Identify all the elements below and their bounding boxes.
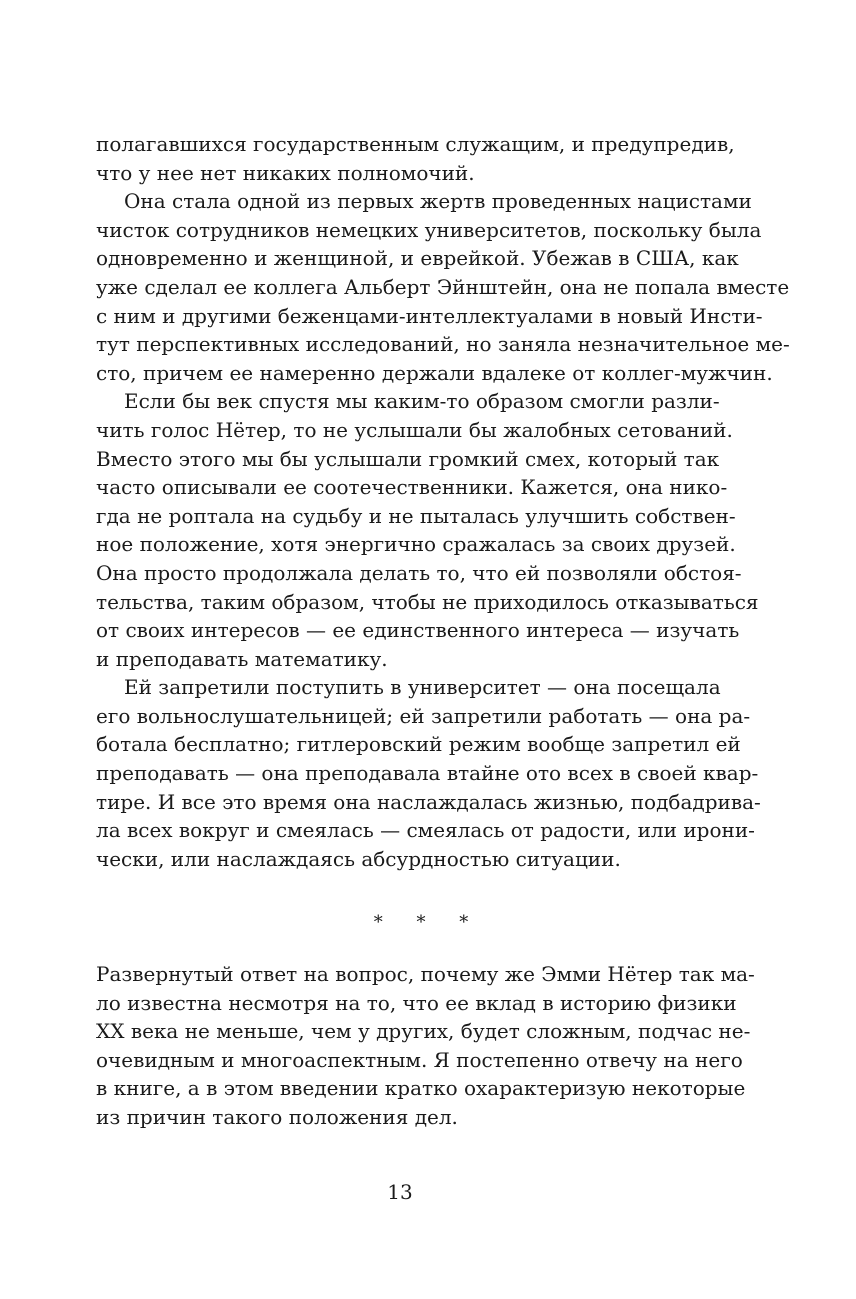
text-line: тут перспективных исследований, но заняла незначительное ме- — [96, 332, 790, 357]
text-line: ла всех вокруг и смеялась — смеялась от радости, или ирони- — [96, 818, 755, 843]
text-line: гда не роптала на судьбу и не пыталась улучшить собствен- — [96, 503, 736, 528]
text-line: что у нее нет никаких полномочий. — [96, 160, 475, 185]
text-line: Она стала одной из первых жертв проведенных нацистами — [124, 189, 752, 214]
text-line: преподавать — она преподавала втайне ото всех в своей квар- — [96, 761, 759, 786]
text-line: Вместо этого мы бы услышали громкий смех, который так — [96, 446, 720, 471]
text-line: Если бы век спустя мы каким-то образом смогли разли- — [124, 389, 720, 414]
text-line: очевидным и многоаспектным. Я постепенно отвечу на него — [96, 1047, 743, 1072]
text-line: от своих интересов — ее единственного интереса — изучать — [96, 618, 740, 643]
text-line: чисток сотрудников немецких университетов, поскольку была — [96, 217, 762, 242]
text-line: тире. И все это время она наслаждалась жизнью, подбадрива- — [96, 789, 761, 814]
text-line: Ей запретили поступить в университет — она посещала — [124, 675, 721, 700]
text-line: его вольнослушательницей; ей запретили работать — она ра- — [96, 703, 751, 728]
text-block-main — [96, 130, 790, 873]
text-block-section — [96, 960, 755, 1132]
text-line: XX века не меньше, чем у других, будет сложным, подчас не- — [96, 1019, 751, 1044]
text-line: ное положение, хотя энергично сражалась за своих друзей. — [96, 532, 736, 557]
text-line: тельства, таким образом, чтобы не приходилось отказываться — [96, 589, 759, 614]
text-line: полагавшихся государственным служащим, и предупредив, — [96, 132, 735, 156]
text-line: и преподавать математику. — [96, 646, 388, 671]
text-line: ботала бесплатно; гитлеровский режим вообще запретил ей — [96, 732, 741, 757]
text-line: Она просто продолжала делать то, что ей позволяли обстоя- — [96, 560, 742, 585]
text-line: часто описывали ее соотечественники. Кажется, она нико- — [96, 475, 728, 500]
text-line: сто, причем ее намеренно держали вдалеке от коллег-мужчин. — [96, 360, 773, 385]
text-line: одновременно и женщиной, и еврейкой. Убежав в США, как — [96, 246, 739, 271]
text-line: из причин такого положения дел. — [96, 1104, 458, 1129]
text-line: уже сделал ее коллега Альберт Эйнштейн, она не попала вместе — [96, 274, 790, 299]
text-line: в книге, а в этом введении кратко охарактеризую некоторые — [96, 1076, 746, 1101]
text-line: чить голос Нётер, то не услышали бы жалобных сетований. — [96, 417, 733, 442]
text-line: ло известна несмотря на то, что ее вклад в историю физики — [96, 990, 737, 1015]
text-line: с ним и другими беженцами-интеллектуалами в новый Инсти- — [96, 303, 763, 328]
text-line: Развернутый ответ на вопрос, почему же Эмми Нётер так ма- — [96, 962, 755, 986]
text-line: чески, или наслаждаясь абсурдностью ситуации. — [96, 846, 621, 871]
page-number: 13 — [387, 1180, 413, 1204]
section-separator: * * * — [373, 912, 483, 933]
